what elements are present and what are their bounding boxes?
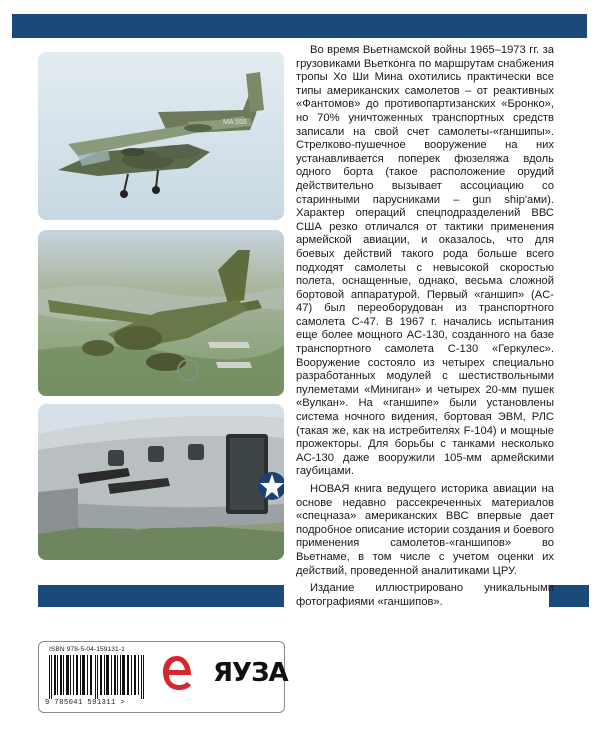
accent-bar-left (38, 585, 284, 607)
top-accent-bar (12, 14, 587, 38)
description-column (296, 44, 554, 613)
barcode-panel (38, 641, 288, 713)
accent-tab-right (549, 585, 589, 607)
publisher-logo: ЯУЗА (213, 658, 288, 688)
photo-skymaster (38, 230, 284, 396)
barcode-digits: 9 785041 591311 > (45, 699, 126, 707)
isbn-label: ISBN 978-5-04-159131-1 (49, 646, 125, 653)
tail-code: MA 555 (223, 119, 247, 126)
eksmo-logo-icon (161, 654, 193, 694)
photo-ov10-bronco (38, 52, 284, 220)
barcode-graphic (49, 655, 149, 699)
photo-ac47-fuselage (38, 404, 284, 560)
paragraph-book-announcement: НОВАЯ книга ведущего историка авиации на основе недавно рассекреченных материалов «спецназа» американских ВВС впервые дает подробное описание истории создания и боевого применения самолетов-«ганшипов» во Вьетнаме, в том числе с учетом оценки их действий, проведенной аналитиками ЦРУ. (296, 483, 554, 577)
paragraph-illustrated-note: Издание иллюстрировано уникальными фотографиями «ганшипов». (296, 582, 554, 608)
paragraph-history: Во время Вьетнамской войны 1965–1973 гг. за грузовиками Вьетконга по маршрутам снабжения тропы Хо Ши Мина охотились практически все типы американских самолетов – от реактивных «Фантомов» до противопартизанских «Бронко», но 70% уничтоженных транспортных средств записали на свой счет самолеты-«ганшипы». Стрелково-пушечное вооружение на них устанавливается поперек фюзеляжа вдоль одного борта (такое расположение орудий действительно вызывает ассоциацию со старинными парусниками – gun ship'ами). Характер операций спецподразделений ВВС США резко отличался от тактики применения армейской авиации, и оказалось, что для боевых действий такого рода больше всего подходят самолеты с невысокой скоростью полета, оснащенные, однако, весьма сложной бортовой аппаратурой. Первый «ганшип» (AC-47) был переоборудован из транспортного самолета C-47. В 1967 г. начались испытания еще более мощного AC-130, созданного на базе транспортного самолета C-130 «Геркулес». Вооружение состояло из четырех специально разработанных модулей с шестиствольными пулеметами «Миниган» и четырех 20-мм пушек «Вулкан». На «ганшипе» были установлены система ночного видения, бортовая ЭВМ, РЛС (такая же, как на истребителях F-104) и мощные прожекторы. Для борьбы с танками несколько AC-130 даже вооружили 105-мм армейскими гаубицами. (296, 44, 554, 478)
